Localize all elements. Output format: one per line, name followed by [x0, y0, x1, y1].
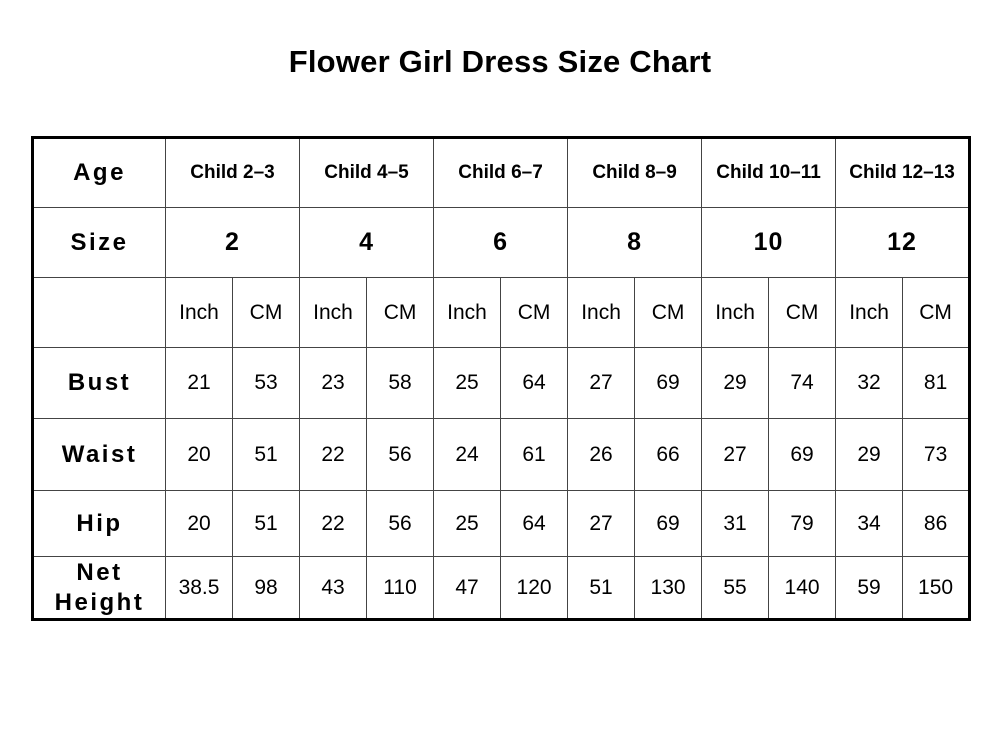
waist-value: 61 — [501, 419, 568, 491]
waist-value: 66 — [635, 419, 702, 491]
age-row — [33, 138, 970, 208]
age-cell: Child 8–9 — [568, 138, 702, 208]
waist-value: 20 — [166, 419, 233, 491]
waist-value: 73 — [903, 419, 970, 491]
net-height-value: 55 — [702, 557, 769, 620]
waist-value: 51 — [233, 419, 300, 491]
unit-inch: Inch — [300, 278, 367, 348]
age-cell: Child 12–13 — [836, 138, 970, 208]
row-label-net-height-line1: Net — [76, 558, 123, 586]
net-height-value: 140 — [769, 557, 836, 620]
bust-value: 58 — [367, 348, 434, 419]
hip-value: 34 — [836, 491, 903, 557]
size-cell: 2 — [166, 208, 300, 278]
waist-value: 27 — [702, 419, 769, 491]
hip-value: 20 — [166, 491, 233, 557]
size-cell: 6 — [434, 208, 568, 278]
age-cell: Child 2–3 — [166, 138, 300, 208]
row-label-size: Size — [33, 208, 166, 278]
size-row — [33, 208, 970, 278]
age-cell: Child 10–11 — [702, 138, 836, 208]
net-height-value: 98 — [233, 557, 300, 620]
row-label-net-height — [33, 557, 166, 620]
unit-cm: CM — [635, 278, 702, 348]
unit-cm: CM — [501, 278, 568, 348]
net-height-value: 43 — [300, 557, 367, 620]
hip-value: 86 — [903, 491, 970, 557]
row-label-bust: Bust — [33, 348, 166, 419]
unit-inch: Inch — [434, 278, 501, 348]
net-height-value: 110 — [367, 557, 434, 620]
bust-value: 23 — [300, 348, 367, 419]
hip-value: 64 — [501, 491, 568, 557]
size-cell: 10 — [702, 208, 836, 278]
hip-value: 56 — [367, 491, 434, 557]
age-cell: Child 4–5 — [300, 138, 434, 208]
net-height-value: 150 — [903, 557, 970, 620]
unit-cm: CM — [367, 278, 434, 348]
row-label-net-height-line2: Height — [54, 588, 145, 616]
bust-row — [33, 348, 970, 419]
net-height-value: 47 — [434, 557, 501, 620]
row-label-waist: Waist — [33, 419, 166, 491]
net-height-value: 130 — [635, 557, 702, 620]
hip-value: 79 — [769, 491, 836, 557]
size-chart-table — [31, 136, 971, 621]
bust-value: 25 — [434, 348, 501, 419]
hip-value: 22 — [300, 491, 367, 557]
hip-value: 27 — [568, 491, 635, 557]
unit-cm: CM — [769, 278, 836, 348]
row-label-units — [33, 278, 166, 348]
unit-inch: Inch — [702, 278, 769, 348]
waist-value: 24 — [434, 419, 501, 491]
net-height-value: 120 — [501, 557, 568, 620]
unit-inch: Inch — [836, 278, 903, 348]
bust-value: 32 — [836, 348, 903, 419]
waist-value: 29 — [836, 419, 903, 491]
bust-value: 74 — [769, 348, 836, 419]
size-cell: 8 — [568, 208, 702, 278]
hip-value: 31 — [702, 491, 769, 557]
bust-value: 69 — [635, 348, 702, 419]
hip-value: 69 — [635, 491, 702, 557]
hip-row — [33, 491, 970, 557]
row-label-age: Age — [33, 138, 166, 208]
net-height-value: 51 — [568, 557, 635, 620]
bust-value: 53 — [233, 348, 300, 419]
net-height-value: 38.5 — [166, 557, 233, 620]
bust-value: 81 — [903, 348, 970, 419]
bust-value: 29 — [702, 348, 769, 419]
unit-inch: Inch — [166, 278, 233, 348]
page-title: Flower Girl Dress Size Chart — [288, 44, 712, 79]
bust-value: 64 — [501, 348, 568, 419]
waist-value: 22 — [300, 419, 367, 491]
bust-value: 21 — [166, 348, 233, 419]
net-height-value: 59 — [836, 557, 903, 620]
unit-cm: CM — [903, 278, 970, 348]
unit-inch: Inch — [568, 278, 635, 348]
net-height-row — [33, 557, 970, 620]
size-cell: 4 — [300, 208, 434, 278]
waist-value: 26 — [568, 419, 635, 491]
hip-value: 25 — [434, 491, 501, 557]
waist-value: 56 — [367, 419, 434, 491]
unit-row — [33, 278, 970, 348]
bust-value: 27 — [568, 348, 635, 419]
row-label-hip: Hip — [33, 491, 166, 557]
hip-value: 51 — [233, 491, 300, 557]
size-cell: 12 — [836, 208, 970, 278]
waist-value: 69 — [769, 419, 836, 491]
unit-cm: CM — [233, 278, 300, 348]
age-cell: Child 6–7 — [434, 138, 568, 208]
waist-row — [33, 419, 970, 491]
